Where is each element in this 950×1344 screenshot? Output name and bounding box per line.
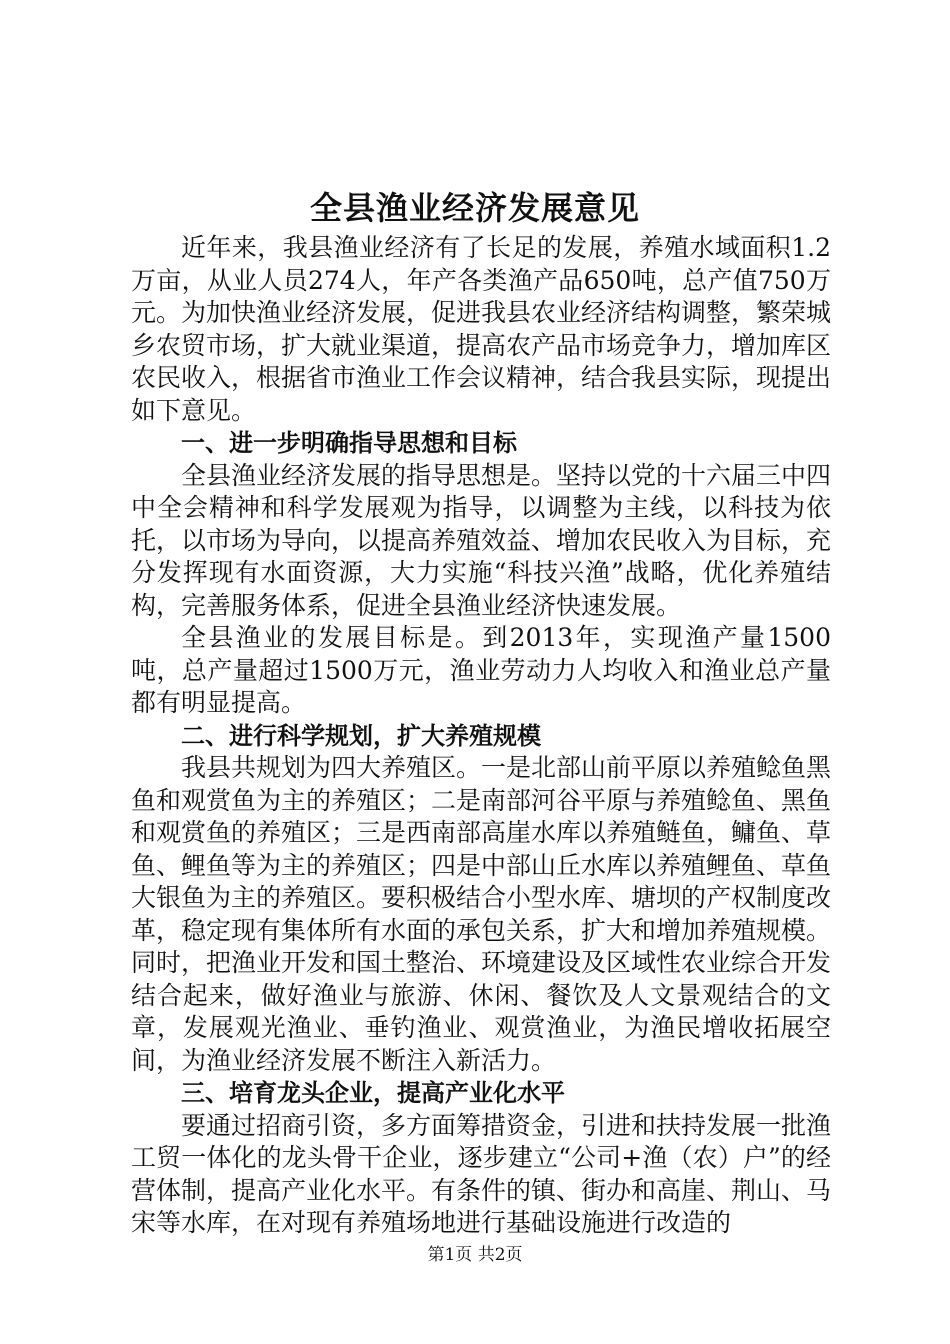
intro-paragraph: 近年来，我县渔业经济有了长足的发展，养殖水域面积1.2万亩，从业人员274人，年产各类渔产品650吨，总产值750万元。为加快渔业经济发展，促进我县农业经济结构调整，繁荣城乡农贸市场，扩大就业渠道，提高农产品市场竞争力，增加库区农民收入，根据省市渔业工作会议精神，结合我县实际，现提出如下意见。 — [131, 233, 832, 425]
development-goal-paragraph: 全县渔业的发展目标是。到2013年，实现渔产量1500吨，总产量超过1500万元，渔业劳动力人均收入和渔业总产量都有明显提高。 — [131, 623, 831, 717]
section-heading-2: 二、进行科学规划，扩大养殖规模 — [181, 721, 541, 750]
enterprise-paragraph: 要通过招商引资，多方面筹措资金，引进和扶持发展一批渔工贸一体化的龙头骨干企业，逐步建立“公司+渔（农）户”的经营体制，提高产业化水平。有条件的镇、街办和高崖、荆山、马宋等水库，在对现有养殖场地进行基础设施进行改造的 — [131, 1110, 832, 1237]
page-footer: 第1页 共2页 — [427, 1245, 523, 1265]
guiding-ideology-paragraph: 全县渔业经济发展的指导思想是。坚持以党的十六届三中四中全会精神和科学发展观为指导，以调整为主线，以科技为依托，以市场为导向，以提高养殖效益、增加农民收入为目标，充分发挥现有水面资源，大力实施“科技兴渔”战略，优化养殖结构，完善服务体系，促进全县渔业经济快速发展。 — [131, 460, 832, 620]
planning-paragraph: 我县共规划为四大养殖区。一是北部山前平原以养殖鲶鱼黑鱼和观赏鱼为主的养殖区；二是南部河谷平原与养殖鲶鱼、黑鱼和观赏鱼的养殖区；三是西南部高崖水库以养殖鲢鱼，鳙鱼、草鱼、鲤鱼等为主的养殖区；四是中部山丘水库以养殖鲤鱼、草鱼大银鱼为主的养殖区。要积极结合小型水库、塘坝的产权制度改革，稳定现有集体所有水面的承包关系，扩大和增加养殖规模。同时，把渔业开发和国土整治、环境建设及区域性农业综合开发结合起来，做好渔业与旅游、休闲、餐饮及人文景观结合的文章，发展观光渔业、垂钓渔业、观赏渔业，为渔民增收拓展空间，为渔业经济发展不断注入新活力。 — [131, 753, 832, 1075]
document-title: 全县渔业经济发展意见 — [309, 189, 640, 227]
section-heading-1: 一、进一步明确指导思想和目标 — [181, 429, 517, 457]
section-heading-3: 三、培育龙头企业，提高产业化水平 — [181, 1079, 565, 1107]
document-body — [131, 232, 831, 1240]
